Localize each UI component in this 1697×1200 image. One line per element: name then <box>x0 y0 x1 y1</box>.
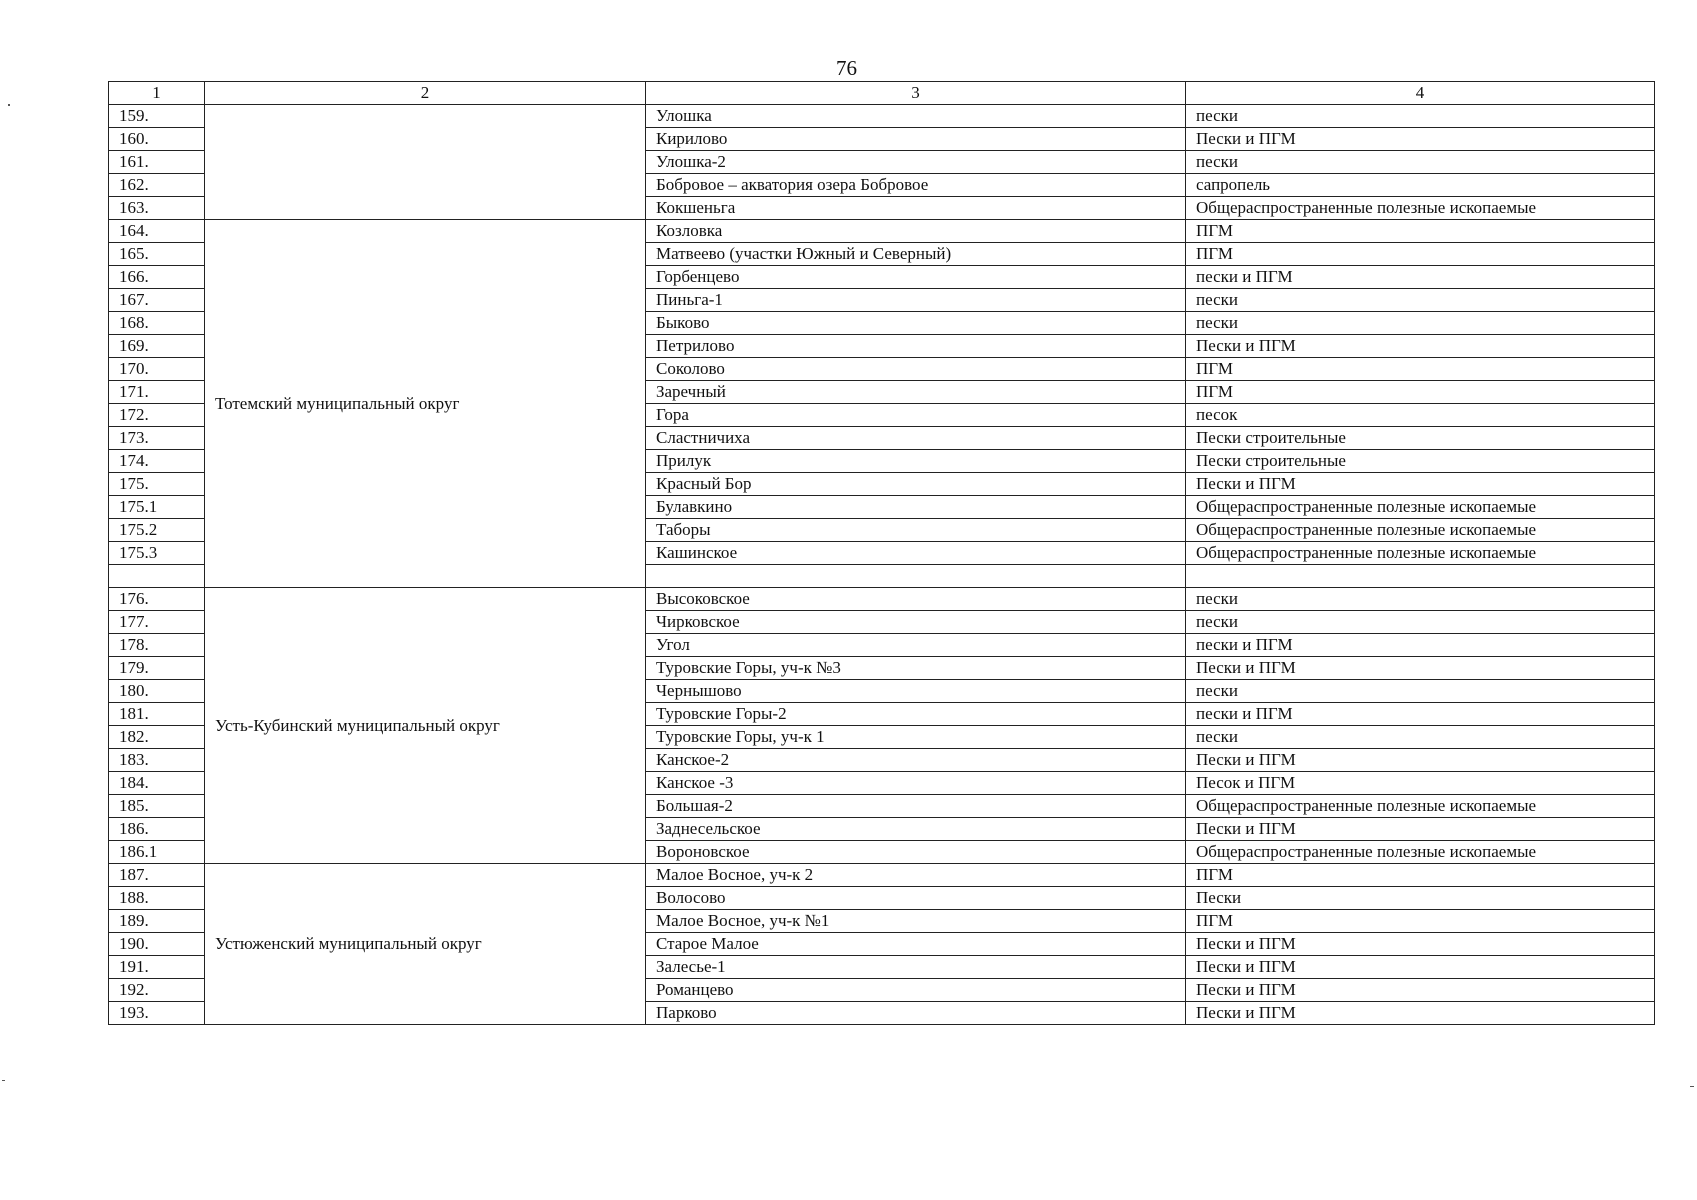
row-number: 186.1 <box>109 841 205 864</box>
scan-speck <box>8 104 10 106</box>
deposit-name: Горбенцево <box>646 266 1186 289</box>
column-header-1: 1 <box>109 82 205 105</box>
deposit-name: Кирилово <box>646 128 1186 151</box>
deposit-name: Улошка <box>646 105 1186 128</box>
row-number: 178. <box>109 634 205 657</box>
page-number: 76 <box>836 56 857 80</box>
row-number: 169. <box>109 335 205 358</box>
deposit-name: Чирковское <box>646 611 1186 634</box>
mineral-type: пески и ПГМ <box>1186 634 1655 657</box>
mineral-type: пески <box>1186 151 1655 174</box>
district-cell <box>205 105 646 220</box>
mineral-type: пески и ПГМ <box>1186 703 1655 726</box>
column-header-2: 2 <box>205 82 646 105</box>
district-cell: Тотемский муниципальный округ <box>205 220 646 588</box>
deposit-name: Малое Восное, уч-к №1 <box>646 910 1186 933</box>
mineral-type: сапропель <box>1186 174 1655 197</box>
deposits-table <box>108 81 1655 1025</box>
mineral-type: Общераспространенные полезные ископаемые <box>1186 496 1655 519</box>
row-number: 177. <box>109 611 205 634</box>
deposit-name: Большая-2 <box>646 795 1186 818</box>
mineral-type: ПГМ <box>1186 910 1655 933</box>
row-number: 187. <box>109 864 205 887</box>
row-number <box>109 565 205 588</box>
mineral-type: Общераспространенные полезные ископаемые <box>1186 197 1655 220</box>
deposit-name: Угол <box>646 634 1186 657</box>
deposit-name: Романцево <box>646 979 1186 1002</box>
column-header-3: 3 <box>646 82 1186 105</box>
deposit-name: Быково <box>646 312 1186 335</box>
row-number: 159. <box>109 105 205 128</box>
table-row <box>109 864 1655 887</box>
mineral-type: ПГМ <box>1186 864 1655 887</box>
row-number: 173. <box>109 427 205 450</box>
mineral-type: Пески и ПГМ <box>1186 657 1655 680</box>
deposit-name: Кашинское <box>646 542 1186 565</box>
mineral-type: пески <box>1186 588 1655 611</box>
scan-speck <box>2 1080 5 1081</box>
deposit-name: Высоковское <box>646 588 1186 611</box>
row-number: 186. <box>109 818 205 841</box>
deposit-name: Вороновское <box>646 841 1186 864</box>
row-number: 192. <box>109 979 205 1002</box>
deposit-name: Чернышово <box>646 680 1186 703</box>
mineral-type: ПГМ <box>1186 358 1655 381</box>
mineral-type: Общераспространенные полезные ископаемые <box>1186 519 1655 542</box>
mineral-type: Пески строительные <box>1186 427 1655 450</box>
district-cell: Устюженский муниципальный округ <box>205 864 646 1025</box>
table-row <box>109 220 1655 243</box>
table-header-row <box>109 82 1655 105</box>
mineral-type: пески <box>1186 726 1655 749</box>
row-number: 166. <box>109 266 205 289</box>
mineral-type: Пески и ПГМ <box>1186 128 1655 151</box>
mineral-type: Пески <box>1186 887 1655 910</box>
deposit-name: Залесье-1 <box>646 956 1186 979</box>
mineral-type: песок <box>1186 404 1655 427</box>
deposit-name: Туровские Горы-2 <box>646 703 1186 726</box>
deposit-name: Малое Восное, уч-к 2 <box>646 864 1186 887</box>
mineral-type: Общераспространенные полезные ископаемые <box>1186 841 1655 864</box>
mineral-type: ПГМ <box>1186 381 1655 404</box>
scan-speck <box>1690 1086 1694 1087</box>
deposit-name: Красный Бор <box>646 473 1186 496</box>
deposit-name: Туровские Горы, уч-к №3 <box>646 657 1186 680</box>
mineral-type: Пески и ПГМ <box>1186 933 1655 956</box>
mineral-type: пески и ПГМ <box>1186 266 1655 289</box>
deposit-name: Волосово <box>646 887 1186 910</box>
mineral-type: Песок и ПГМ <box>1186 772 1655 795</box>
row-number: 172. <box>109 404 205 427</box>
deposit-name: Таборы <box>646 519 1186 542</box>
deposit-name: Матвеево (участки Южный и Северный) <box>646 243 1186 266</box>
table-body <box>109 105 1655 1025</box>
row-number: 162. <box>109 174 205 197</box>
row-number: 160. <box>109 128 205 151</box>
mineral-type: Пески и ПГМ <box>1186 956 1655 979</box>
district-cell: Усть-Кубинский муниципальный округ <box>205 588 646 864</box>
deposit-name: Старое Малое <box>646 933 1186 956</box>
row-number: 185. <box>109 795 205 818</box>
mineral-type <box>1186 565 1655 588</box>
mineral-type: Общераспространенные полезные ископаемые <box>1186 795 1655 818</box>
mineral-type: ПГМ <box>1186 243 1655 266</box>
deposit-name: Булавкино <box>646 496 1186 519</box>
table-row <box>109 105 1655 128</box>
deposit-name: Козловка <box>646 220 1186 243</box>
row-number: 170. <box>109 358 205 381</box>
deposit-name: Парково <box>646 1002 1186 1025</box>
mineral-type: Пески и ПГМ <box>1186 749 1655 772</box>
row-number: 189. <box>109 910 205 933</box>
row-number: 175. <box>109 473 205 496</box>
deposit-name: Бобровое – акватория озера Бобровое <box>646 174 1186 197</box>
mineral-type: Пески строительные <box>1186 450 1655 473</box>
row-number: 179. <box>109 657 205 680</box>
deposit-name: Кокшеньга <box>646 197 1186 220</box>
deposit-name: Соколово <box>646 358 1186 381</box>
row-number: 183. <box>109 749 205 772</box>
row-number: 168. <box>109 312 205 335</box>
deposit-name: Гора <box>646 404 1186 427</box>
deposit-name <box>646 565 1186 588</box>
mineral-type: ПГМ <box>1186 220 1655 243</box>
row-number: 163. <box>109 197 205 220</box>
mineral-type: пески <box>1186 312 1655 335</box>
mineral-type: пески <box>1186 289 1655 312</box>
deposit-name: Туровские Горы, уч-к 1 <box>646 726 1186 749</box>
row-number: 175.3 <box>109 542 205 565</box>
deposit-name: Канское-2 <box>646 749 1186 772</box>
deposit-name: Сластничиха <box>646 427 1186 450</box>
row-number: 184. <box>109 772 205 795</box>
row-number: 190. <box>109 933 205 956</box>
mineral-type: Пески и ПГМ <box>1186 979 1655 1002</box>
row-number: 191. <box>109 956 205 979</box>
deposit-name: Петрилово <box>646 335 1186 358</box>
mineral-type: Общераспространенные полезные ископаемые <box>1186 542 1655 565</box>
deposit-name: Заднесельское <box>646 818 1186 841</box>
row-number: 180. <box>109 680 205 703</box>
row-number: 188. <box>109 887 205 910</box>
row-number: 175.2 <box>109 519 205 542</box>
column-header-4: 4 <box>1186 82 1655 105</box>
mineral-type: пески <box>1186 611 1655 634</box>
deposit-name: Канское -3 <box>646 772 1186 795</box>
deposit-name: Прилук <box>646 450 1186 473</box>
row-number: 176. <box>109 588 205 611</box>
deposit-name: Улошка-2 <box>646 151 1186 174</box>
mineral-type: пески <box>1186 105 1655 128</box>
row-number: 164. <box>109 220 205 243</box>
mineral-type: Пески и ПГМ <box>1186 818 1655 841</box>
row-number: 181. <box>109 703 205 726</box>
table-row <box>109 588 1655 611</box>
row-number: 171. <box>109 381 205 404</box>
mineral-type: пески <box>1186 680 1655 703</box>
deposit-name: Заречный <box>646 381 1186 404</box>
row-number: 165. <box>109 243 205 266</box>
row-number: 175.1 <box>109 496 205 519</box>
mineral-type: Пески и ПГМ <box>1186 335 1655 358</box>
row-number: 167. <box>109 289 205 312</box>
row-number: 161. <box>109 151 205 174</box>
mineral-type: Пески и ПГМ <box>1186 1002 1655 1025</box>
deposit-name: Пиньга-1 <box>646 289 1186 312</box>
row-number: 174. <box>109 450 205 473</box>
row-number: 182. <box>109 726 205 749</box>
mineral-type: Пески и ПГМ <box>1186 473 1655 496</box>
row-number: 193. <box>109 1002 205 1025</box>
